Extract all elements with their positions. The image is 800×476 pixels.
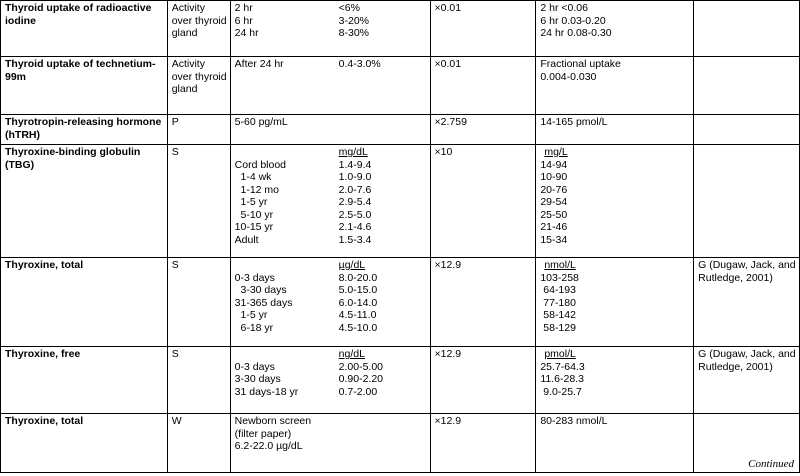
test-name-cell: Thyroxine, free	[1, 347, 168, 414]
reference-range-cell	[230, 57, 430, 115]
range-label: 2 hr	[234, 2, 253, 14]
range-label: 5-60 pg/mL	[234, 116, 288, 128]
si-value: 103-258	[540, 271, 579, 284]
conversion-factor-cell: ×12.9	[430, 258, 536, 347]
reference-range-cell	[230, 1, 430, 57]
si-value: 11.6-28.3	[540, 373, 584, 385]
si-value: 24 hr 0.08-0.30	[540, 27, 612, 39]
source-cell: G (Dugaw, Jack, and Rutledge, 2001)	[694, 258, 800, 347]
range-label: After 24 hr	[234, 58, 284, 70]
source-cell	[694, 115, 800, 145]
si-value: 77-180	[540, 296, 576, 309]
range-value: 6.0-14.0	[338, 296, 378, 309]
range-label: 31-365 days	[234, 296, 293, 309]
range-label: 6.2-22.0 µg/dL	[234, 440, 303, 452]
range-label: 1-5 yr	[234, 196, 268, 208]
range-label: 1-12 mo	[234, 183, 280, 196]
range-value: 2.1-4.6	[338, 221, 372, 233]
conversion-factor-cell: ×10	[430, 145, 536, 258]
test-name-cell: Thyroxine, total	[1, 414, 168, 473]
range-label: 0-3 days	[234, 271, 275, 284]
range-label: 3-30 days	[234, 284, 287, 296]
si-value: 64-193	[540, 284, 576, 296]
range-value: 8-30%	[338, 27, 370, 39]
si-range-cell	[536, 57, 694, 115]
range-label: 6-18 yr	[234, 321, 274, 334]
conversion-factor-cell: ×0.01	[430, 57, 536, 115]
si-value: 10-90	[540, 171, 568, 183]
si-range-cell	[536, 115, 694, 145]
specimen-cell: W	[167, 414, 230, 473]
table-row	[1, 115, 800, 145]
si-value: 21-46	[540, 221, 568, 233]
range-value: 0.90-2.20	[338, 373, 384, 385]
range-value: 2.0-7.6	[338, 183, 372, 196]
si-range-cell	[536, 1, 694, 57]
range-value: <6%	[338, 2, 360, 14]
range-list	[235, 58, 427, 71]
continued-label: Continued	[748, 458, 794, 470]
range-value: 3-20%	[338, 14, 370, 27]
range-label: 0-3 days	[234, 360, 275, 373]
specimen-cell: Activity over thyroid gland	[167, 57, 230, 115]
reference-range-cell	[230, 115, 430, 145]
specimen-cell: P	[167, 115, 230, 145]
source-cell: G (Dugaw, Jack, and Rutledge, 2001)	[694, 347, 800, 414]
si-value: 25.7-64.3	[540, 360, 585, 373]
range-value: 2.9-5.4	[338, 196, 372, 208]
range-label: Cord blood	[234, 158, 287, 171]
range-value: 0.4-3.0%	[338, 58, 381, 70]
range-list	[235, 116, 427, 129]
range-label: 1-4 wk	[234, 171, 272, 183]
si-value: 20-76	[540, 183, 568, 196]
si-value: 58-142	[540, 309, 576, 321]
conversion-factor-cell: ×12.9	[430, 347, 536, 414]
si-value: 15-34	[540, 233, 568, 246]
si-value: 80-283 nmol/L	[540, 415, 608, 427]
specimen-cell: S	[167, 347, 230, 414]
range-value: 4.5-11.0	[338, 309, 377, 321]
range-label: 6 hr	[234, 14, 253, 27]
source-cell	[694, 57, 800, 115]
range-label: (filter paper)	[234, 427, 292, 440]
range-list	[235, 272, 427, 335]
conversion-factor-cell: ×0.01	[430, 1, 536, 57]
si-value: 58-129	[540, 321, 576, 334]
range-list	[235, 415, 427, 453]
si-value: Fractional uptake	[540, 58, 621, 70]
conversion-factor-cell: ×2.759	[430, 115, 536, 145]
source-cell	[694, 1, 800, 57]
table-row	[1, 1, 800, 57]
si-range-cell	[536, 414, 694, 473]
range-value: 1.0-9.0	[338, 171, 372, 183]
conventional-unit-label: ng/dL	[338, 348, 365, 360]
range-list	[235, 361, 427, 399]
si-unit-label: nmol/L	[544, 259, 576, 271]
specimen-cell: Activity over thyroid gland	[167, 1, 230, 57]
si-range-cell	[536, 258, 694, 347]
si-value: 0.004-0.030	[540, 70, 597, 83]
range-value: 1.5-3.4	[338, 233, 372, 246]
test-name-cell: Thyroxine, total	[1, 258, 168, 347]
range-list	[235, 159, 427, 247]
table-row	[1, 145, 800, 258]
reference-range-cell	[230, 414, 430, 473]
conventional-unit-label: mg/dL	[338, 146, 368, 158]
si-value: 29-54	[540, 196, 568, 208]
range-value: 2.00-5.00	[338, 360, 384, 373]
si-value: 14-165 pmol/L	[540, 116, 608, 128]
reference-range-cell	[230, 258, 430, 347]
si-value: 2 hr <0.06	[540, 2, 588, 14]
range-label: 31 days-18 yr	[234, 385, 299, 398]
table-row	[1, 57, 800, 115]
si-value: 25-50	[540, 208, 568, 221]
si-range-cell	[536, 347, 694, 414]
range-label: 24 hr	[234, 27, 259, 39]
conventional-unit-label: µg/dL	[338, 259, 366, 271]
range-label: 1-5 yr	[234, 309, 268, 321]
test-name-cell: Thyroid uptake of technetium-99m	[1, 57, 168, 115]
range-value: 5.0-15.0	[338, 284, 378, 296]
range-label: 10-15 yr	[234, 221, 274, 233]
test-name-cell: Thyroid uptake of radioactive iodine	[1, 1, 168, 57]
conversion-factor-cell: ×12.9	[430, 414, 536, 473]
range-label: Adult	[234, 233, 259, 246]
table-row	[1, 258, 800, 347]
range-value: 8.0-20.0	[338, 271, 378, 284]
specimen-cell: S	[167, 258, 230, 347]
si-range-cell	[536, 145, 694, 258]
si-value: 9.0-25.7	[540, 385, 582, 398]
range-value: 2.5-5.0	[338, 208, 372, 221]
range-list	[235, 2, 427, 40]
table-row	[1, 414, 800, 473]
test-name-cell: Thyroxine-binding globulin (TBG)	[1, 145, 168, 258]
si-value: 14-94	[540, 158, 568, 171]
reference-range-cell	[230, 347, 430, 414]
si-unit-label: mg/L	[544, 146, 568, 158]
reference-range-cell	[230, 145, 430, 258]
source-cell	[694, 145, 800, 258]
range-value: 0.7-2.00	[338, 385, 378, 398]
range-value: 4.5-10.0	[338, 321, 378, 334]
specimen-cell: S	[167, 145, 230, 258]
table-row	[1, 347, 800, 414]
range-label: 5-10 yr	[234, 208, 274, 221]
range-label: 3-30 days	[234, 373, 281, 385]
range-value: 1.4-9.4	[338, 158, 372, 171]
si-value: 6 hr 0.03-0.20	[540, 14, 606, 27]
range-label: Newborn screen	[234, 415, 312, 427]
si-unit-label: pmol/L	[544, 348, 576, 360]
test-name-cell: Thyrotropin-releasing hormone (hTRH)	[1, 115, 168, 145]
